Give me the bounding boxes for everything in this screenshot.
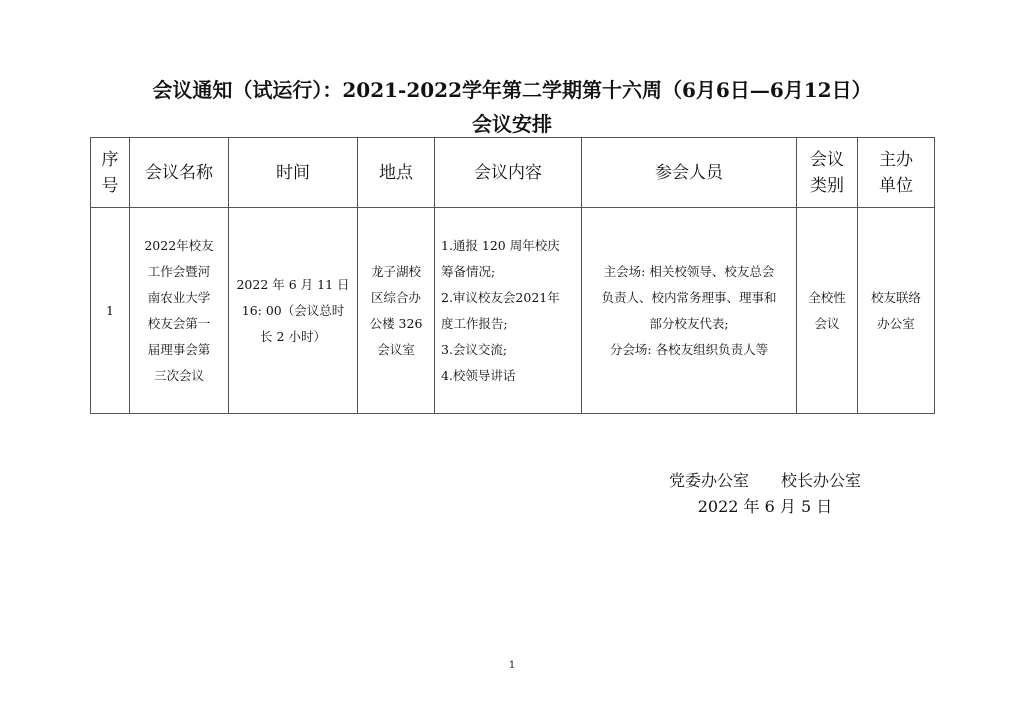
cell-line: 分会场: 各校友组织负责人等 bbox=[609, 341, 769, 357]
cell-line: 区综合办 bbox=[370, 289, 421, 305]
page-number: 1 bbox=[508, 660, 516, 671]
cell-line: 1.通报 120 周年校庆 bbox=[441, 237, 560, 253]
cell-line: 届理事会第 bbox=[147, 341, 211, 357]
cell-line: 2022年校友 bbox=[144, 237, 214, 253]
cell-line: 会议名称 bbox=[145, 162, 213, 183]
cell-host bbox=[858, 208, 935, 414]
cell-line: 负责人、校内常务理事、理事和 bbox=[601, 289, 777, 305]
cell-no bbox=[91, 208, 130, 414]
cell-line: 号 bbox=[101, 175, 119, 196]
header-no bbox=[91, 138, 130, 208]
cell-time bbox=[229, 208, 358, 414]
cell-line: 2.审议校友会2021年 bbox=[441, 289, 560, 305]
header-attendees bbox=[582, 138, 797, 208]
cell-line: 工作会暨河 bbox=[147, 263, 211, 279]
cell-line: 筹备情况; bbox=[441, 263, 496, 279]
document-subtitle: 会议安排 bbox=[472, 112, 552, 136]
cell-line: 16: 00（会议总时 bbox=[241, 302, 345, 318]
header-time bbox=[229, 138, 358, 208]
cell-line: 全校性 bbox=[808, 289, 846, 305]
cell-line: 1 bbox=[106, 302, 114, 318]
cell-line: 长 2 小时） bbox=[260, 328, 326, 344]
cell-name bbox=[130, 208, 229, 414]
cell-line: 公楼 326 bbox=[369, 315, 423, 331]
cell-line: 会议 bbox=[810, 149, 844, 170]
cell-line: 类别 bbox=[810, 175, 844, 196]
cell-type bbox=[797, 208, 858, 414]
cell-line: 会议 bbox=[814, 315, 840, 331]
cell-line: 会议内容 bbox=[474, 162, 542, 183]
cell-line: 主办 bbox=[879, 149, 913, 170]
issuing-offices: 党委办公室 校长办公室 bbox=[668, 471, 861, 490]
cell-line: 办公室 bbox=[877, 315, 915, 331]
cell-line: 3.会议交流; bbox=[441, 341, 508, 357]
cell-line: 校友联络 bbox=[870, 289, 921, 305]
table-header-row bbox=[91, 138, 935, 208]
cell-attendees bbox=[582, 208, 797, 414]
header-content bbox=[435, 138, 582, 208]
cell-line: 度工作报告; bbox=[441, 315, 508, 331]
cell-line: 2022 年 6 月 11 日 bbox=[236, 276, 350, 292]
meeting-schedule-table bbox=[90, 137, 935, 414]
header-host bbox=[858, 138, 935, 208]
document-title: 会议通知（试运行）：2021-2022学年第二学期第十六周（6月6日—6月12日） bbox=[152, 78, 872, 102]
issue-date: 2022 年 6 月 5 日 bbox=[697, 497, 833, 516]
cell-line: 校友会第一 bbox=[147, 315, 211, 331]
cell-line: 龙子湖校 bbox=[370, 263, 421, 279]
header-name bbox=[130, 138, 229, 208]
cell-line: 主会场: 相关校领导、校友总会 bbox=[603, 263, 775, 279]
cell-line: 时间 bbox=[276, 162, 310, 183]
cell-line: 南农业大学 bbox=[147, 289, 211, 305]
cell-line: 4.校领导讲话 bbox=[441, 367, 516, 383]
cell-place bbox=[358, 208, 435, 414]
cell-line: 三次会议 bbox=[153, 367, 204, 383]
table-row bbox=[91, 208, 935, 414]
header-place bbox=[358, 138, 435, 208]
cell-line: 部分校友代表; bbox=[649, 315, 729, 331]
cell-line: 单位 bbox=[879, 175, 913, 196]
cell-content bbox=[435, 208, 582, 414]
header-type bbox=[797, 138, 858, 208]
cell-line: 序 bbox=[101, 149, 119, 170]
cell-line: 地点 bbox=[379, 162, 413, 183]
cell-line: 参会人员 bbox=[655, 162, 723, 183]
cell-line: 会议室 bbox=[377, 341, 415, 357]
